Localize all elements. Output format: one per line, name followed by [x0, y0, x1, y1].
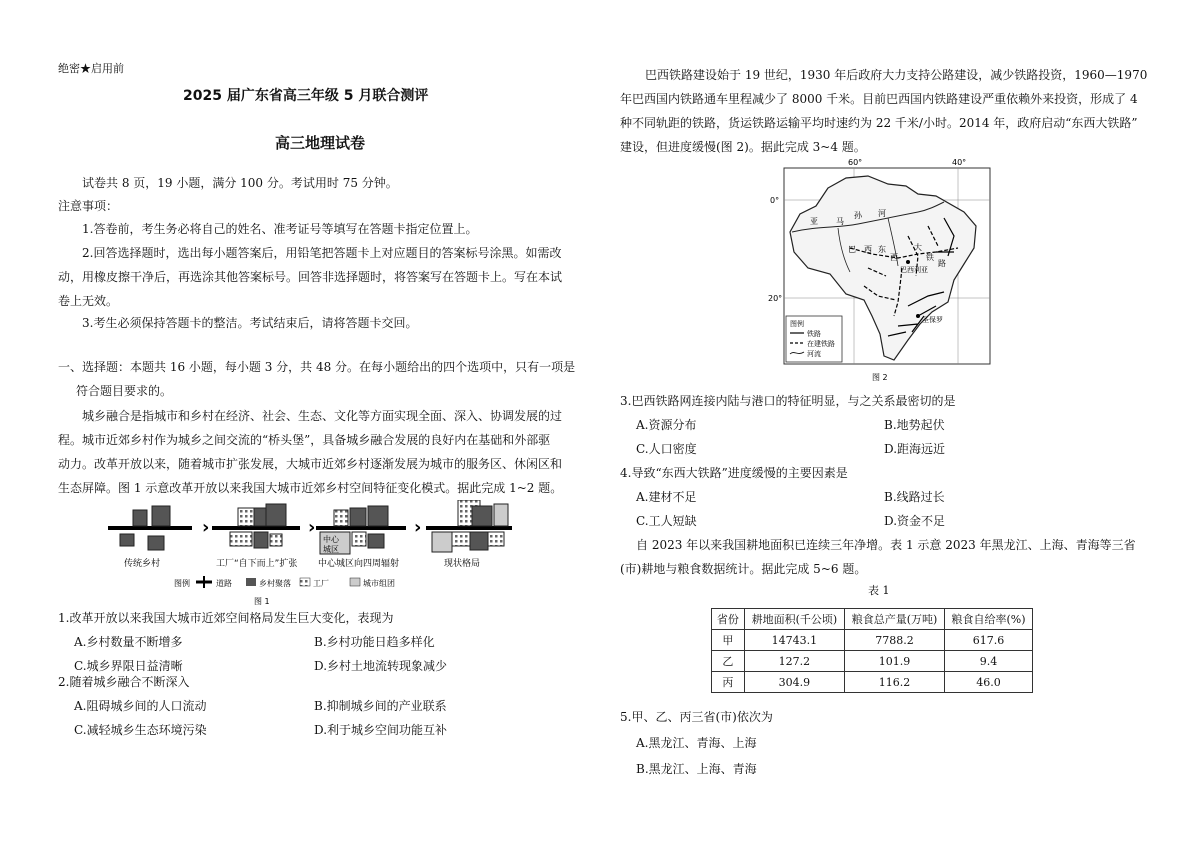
stage-label-3: 中心城区向四周辐射 — [318, 559, 400, 569]
passage-3-line-1: 自 2023 年以来我国耕地面积已连续三年净增。表 1 示意 2023 年黑龙江、上海、青海等三省 — [636, 538, 1136, 552]
notes-title: 注意事项： — [58, 199, 119, 213]
legend-cluster-label: 城市组团 — [363, 579, 395, 588]
q2-option-a: A.阻碍城乡间的人口流动 — [74, 699, 207, 713]
table-row — [712, 672, 1033, 693]
table-header-cell: 粮食自给率(%) — [945, 609, 1033, 630]
stage-label-4: 现状格局 — [444, 559, 481, 569]
q1-option-a: A.乡村数量不断增多 — [74, 635, 183, 649]
q3-option-b: B.地势起伏 — [884, 418, 945, 432]
lon-60-label: 60° — [848, 158, 863, 167]
map-label-he: 河 — [878, 209, 886, 218]
q1-option-d: D.乡村土地流转现象减少 — [314, 659, 448, 673]
legend-village-label: 乡村聚落 — [259, 579, 291, 588]
lat-20-label: 20° — [768, 294, 783, 303]
map-label-ma: 马 — [836, 217, 844, 226]
stage-1-traditional-village — [108, 506, 192, 550]
map-label-xi2: 西 — [890, 253, 898, 262]
figure-1-caption: 图 1 — [254, 597, 270, 606]
passage-3-line-2: (市)耕地与粮食数据统计。据此完成 5~6 题。 — [620, 562, 867, 576]
q1-option-b: B.乡村功能日趋多样化 — [314, 635, 435, 649]
table-cell: 乙 — [712, 651, 745, 672]
table-cell: 甲 — [712, 630, 745, 651]
svg-text:›: › — [414, 517, 422, 538]
q3-option-c: C.人口密度 — [636, 442, 697, 456]
passage-2-line-3: 种不同轨距的铁路，货运铁路运输平均时速约为 22 千米/小时。2014 年，政府启动“东西大铁路” — [620, 116, 1138, 130]
q3-option-a: A.资源分布 — [636, 418, 697, 432]
legend-village-symbol — [246, 578, 256, 586]
stage-2-factory-expansion — [212, 504, 300, 548]
q5-stem: 5.甲、乙、丙三省(市)依次为 — [620, 710, 773, 724]
table-header-cell: 粮食总产量(万吨) — [844, 609, 944, 630]
q5-option-b: B.黑龙江、上海、青海 — [636, 762, 757, 776]
table-cell: 617.6 — [945, 630, 1033, 651]
q4-option-a: A.建材不足 — [636, 490, 697, 504]
table-header-cell: 省份 — [712, 609, 745, 630]
q2-stem: 2.随着城乡融合不断深入 — [58, 675, 190, 689]
q1-option-c: C.城乡界限日益清晰 — [74, 659, 183, 673]
table-cell: 304.9 — [744, 672, 844, 693]
figure-2-map — [768, 156, 996, 386]
table-cell: 7788.2 — [844, 630, 944, 651]
exam-subtitle: 高三地理试卷 — [275, 134, 366, 152]
table-1 — [711, 608, 1033, 693]
stage-label-2: 工厂“自下而上”扩张 — [216, 559, 298, 569]
section-1-line-1: 一、选择题：本题共 16 小题，每小题 3 分，共 48 分。在每小题给出的四个选项中，只有一项是 — [58, 360, 576, 374]
table-row — [712, 630, 1033, 651]
confidential-mark: 绝密★启用前 — [58, 62, 124, 75]
map-label-da: 大 — [914, 243, 922, 252]
q2-option-c: C.减轻城乡生态环境污染 — [74, 723, 207, 737]
stage-4-current-pattern — [426, 500, 512, 552]
lat-0-label: 0° — [770, 196, 780, 205]
passage-2-line-2: 年巴西国内铁路通车里程减少了 8000 千米。目前巴西国内铁路建设严重依赖外来投资，形成了 4 — [620, 92, 1138, 106]
q3-option-d: D.距海远近 — [884, 442, 946, 456]
table-cell: 46.0 — [945, 672, 1033, 693]
passage-2-line-1: 巴西铁路建设始于 19 世纪，1930 年后政府大力支持公路建设，减少铁路投资，1960—1970 — [645, 68, 1148, 82]
map-label-dong: 东 — [878, 245, 886, 254]
stage-label-1: 传统乡村 — [124, 559, 161, 569]
lon-40-label: 40° — [952, 158, 967, 167]
legend-factory-symbol — [300, 578, 310, 586]
passage-1-line-3: 动力。改革开放以来，随着城市扩张发展，大城市近郊乡村逐渐发展为城市的服务区、休闲区和 — [58, 457, 563, 471]
center-block-label-2: 城区 — [323, 545, 339, 554]
map-label-sao-paulo: 圣保罗 — [922, 316, 943, 324]
legend-road-label: 道路 — [216, 579, 232, 588]
table-cell: 116.2 — [844, 672, 944, 693]
q5-option-a: A.黑龙江、青海、上海 — [636, 736, 757, 750]
svg-text:›: › — [202, 517, 210, 538]
map-legend-building: 在建铁路 — [807, 340, 835, 348]
q2-option-d: D.利于城乡空间功能互补 — [314, 723, 448, 737]
table-row — [712, 651, 1033, 672]
map-legend-title: 图例 — [790, 320, 804, 328]
map-label-xi: 西 — [864, 245, 872, 254]
note-3: 3.考生必须保持答题卡的整洁。考试结束后，请将答题卡交回。 — [82, 316, 418, 330]
table-cell: 9.4 — [945, 651, 1033, 672]
q3-stem: 3.巴西铁路网连接内陆与港口的特征明显，与之关系最密切的是 — [620, 394, 956, 408]
table-header-row — [712, 609, 1033, 630]
q4-option-c: C.工人短缺 — [636, 514, 697, 528]
stage-3-center-radiation — [316, 506, 406, 554]
passage-2-line-4: 建设，但进度缓慢(图 2)。据此完成 3~4 题。 — [620, 140, 866, 154]
note-2-line-3: 卷上无效。 — [58, 294, 119, 308]
table-1-caption: 表 1 — [868, 584, 890, 597]
map-label-brasilia: 巴西利亚 — [900, 266, 928, 274]
q4-option-d: D.资金不足 — [884, 514, 946, 528]
map-legend-river: 河流 — [807, 350, 821, 358]
q1-stem: 1.改革开放以来我国大城市近郊空间格局发生巨大变化，表现为 — [58, 611, 394, 625]
map-label-tie: 铁 — [926, 253, 934, 262]
sao-paulo-dot — [916, 314, 920, 318]
passage-1-line-2: 程。城市近郊乡村作为城乡之间交流的“桥头堡”，具备城乡融合发展的良好内在基础和外部驱 — [58, 433, 551, 447]
passage-1-line-4: 生态屏障。图 1 示意改革开放以来我国大城市近郊乡村空间特征变化模式。据此完成 1~2 题。 — [58, 481, 563, 495]
note-1: 1.答卷前，考生务必将自己的姓名、准考证号等填写在答题卡指定位置上。 — [82, 222, 478, 236]
q4-option-b: B.线路过长 — [884, 490, 945, 504]
exam-title: 2025 届广东省高三年级 5 月联合测评 — [183, 88, 429, 104]
map-legend-rail: 铁路 — [807, 330, 821, 338]
figure-2-caption: 图 2 — [872, 373, 888, 382]
legend-factory-label: 工厂 — [313, 579, 329, 588]
legend-cluster-symbol — [350, 578, 360, 586]
table-cell: 127.2 — [744, 651, 844, 672]
center-block-label-1: 中心 — [323, 535, 339, 544]
map-label-ya: 亚 — [810, 217, 818, 226]
map-label-ba: 巴 — [848, 245, 856, 254]
legend-title: 图例 — [174, 579, 190, 588]
q2-option-b: B.抑制城乡间的产业联系 — [314, 699, 447, 713]
table-cell: 101.9 — [844, 651, 944, 672]
table-cell: 14743.1 — [744, 630, 844, 651]
section-1-line-2: 符合题目要求的。 — [76, 384, 173, 398]
exam-info: 试卷共 8 页，19 小题，满分 100 分。考试用时 75 分钟。 — [82, 176, 398, 190]
svg-text:›: › — [308, 517, 316, 538]
map-label-sun: 孙 — [854, 211, 862, 220]
note-2-line-2: 动，用橡皮擦干净后，再选涂其他答案标号。回答非选择题时，将答案写在答题卡上。写在本试 — [58, 270, 563, 284]
passage-1-line-1: 城乡融合是指城市和乡村在经济、社会、生态、文化等方面实现全面、深入、协调发展的过 — [82, 409, 563, 423]
table-header-cell: 耕地面积(千公顷) — [744, 609, 844, 630]
table-cell: 丙 — [712, 672, 745, 693]
q4-stem: 4.导致“东西大铁路”进度缓慢的主要因素是 — [620, 466, 848, 480]
figure-1-diagram — [100, 500, 520, 610]
brasilia-dot — [906, 260, 910, 264]
map-label-lu: 路 — [938, 259, 946, 268]
note-2-line-1: 2.回答选择题时，选出每小题答案后，用铅笔把答题卡上对应题目的答案标号涂黑。如需改 — [82, 246, 562, 260]
